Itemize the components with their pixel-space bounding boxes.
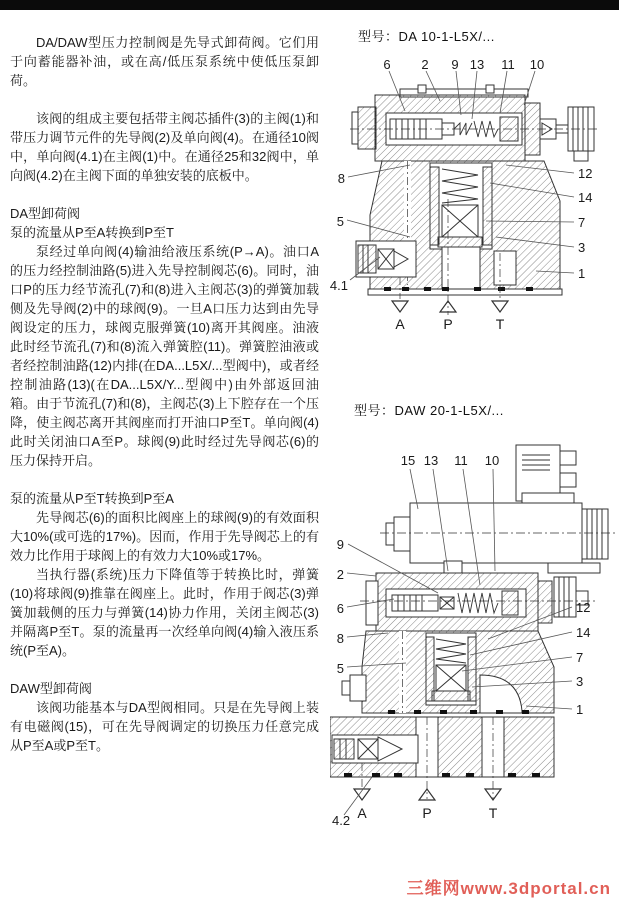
callout-12: 12 xyxy=(576,600,591,615)
figure1-drawing xyxy=(330,49,619,349)
callout-8: 8 xyxy=(336,631,344,646)
callout-14: 14 xyxy=(578,190,593,205)
figure2-title: 型号：DAW 20-1-L5X/... xyxy=(354,403,504,418)
port-symbols xyxy=(354,789,501,800)
subheading-p-to-a-to-t: 泵的流量从P至A转换到P至T xyxy=(10,225,174,240)
port-label-t: T xyxy=(488,805,498,821)
port-label-t: T xyxy=(495,316,505,332)
check-valve-4-1 xyxy=(356,241,416,277)
callout-4-2: 4.2 xyxy=(332,813,351,828)
intro-paragraph-1: DA/DAW型压力控制阀是先导式卸荷阀。它们用于向蓄能器补油，或在高/低压泵系统中使低压泵卸荷。 xyxy=(10,35,319,88)
callout-2: 2 xyxy=(336,567,344,582)
da-paragraph-2: 先导阀芯(6)的面积比阀座上的球阀(9)的有效面积大10%(或可选的17%)。因而，作用于先导阀芯上的有效力比作用于球阀上的有效力大10%或17%。 xyxy=(10,510,319,563)
watermark: 三维网www.3dportal.cn xyxy=(406,879,611,898)
callout-10: 10 xyxy=(529,57,545,72)
callout-10: 10 xyxy=(484,453,500,468)
callout-7: 7 xyxy=(576,650,584,665)
callout-8: 8 xyxy=(337,171,345,186)
callout-3: 3 xyxy=(576,674,584,689)
figure-da-valve xyxy=(330,26,619,349)
callout-7: 7 xyxy=(578,215,586,230)
port-t-triangle-icon xyxy=(492,301,508,312)
page-top-rule xyxy=(0,0,619,10)
port-label-p: P xyxy=(443,316,453,332)
callout-1: 1 xyxy=(576,702,584,717)
port-label-a: A xyxy=(357,805,367,821)
figure2-drawing xyxy=(330,423,619,835)
daw-paragraph-1: 该阀功能基本与DA型阀相同。只是在先导阀上装有电磁阀(15)，可在先导阀调定的切换压力任意完成从P至A或P至T。 xyxy=(10,700,319,753)
body-text-column xyxy=(10,24,319,755)
da-paragraph-3: 当执行器(系统)压力下降值等于转换比时，弹簧(10)将球阀(9)推靠在阀座上。此时，作用于阀芯(3)弹簧加载侧的压力与弹簧(14)协力作用，关闭主阀芯(3)并隔离P至T。泵的流量再一次经单向阀(4)输入液压系统(P至A)。 xyxy=(10,567,319,658)
callout-5: 5 xyxy=(336,661,344,676)
intro-paragraph-2: 该阀的组成主要包括带主阀芯插件(3)的主阀(1)和带压力调节元件的先导阀(2)及单向阀(4)。在通径10阀中，单向阀(4.1)在主阀(1)中。在通径25和32阀中，单向阀(4.2)在主阀下面的单独安装的底板中。 xyxy=(10,111,319,183)
callout-11: 11 xyxy=(454,453,468,468)
callout-13: 13 xyxy=(423,453,439,468)
callout-14: 14 xyxy=(576,625,591,640)
port-label-a: A xyxy=(395,316,405,332)
main-valve-body xyxy=(356,161,562,315)
figure1-title: 型号：DA 10-1-L5X/... xyxy=(358,29,495,44)
port-label-p: P xyxy=(422,805,432,821)
subplate-seals xyxy=(344,773,540,777)
callout-11: 11 xyxy=(501,57,515,72)
port-a-triangle-icon xyxy=(392,301,408,312)
heading-da-valve: DA型卸荷阀 xyxy=(10,206,81,221)
callout-13: 13 xyxy=(469,57,485,72)
check-valve-4-2 xyxy=(332,735,418,763)
port-symbols xyxy=(392,301,508,312)
callout-3: 3 xyxy=(578,240,586,255)
da-paragraph-1: 泵经过单向阀(4)输油给液压系统(P→A)。油口A的压力经控制油路(5)进入先导控制阀芯(6)。同时，油口P的压力经节流孔(7)和(8)进入主阀芯(3)的弹簧加载侧及先导阀(2)中的球阀(9)。一旦A口压力达到由先导阀设定的压力，球阀克服弹簧(10)离开其阀座。油液此时经节流孔(7)和(8)流入弹簧腔(11)。弹簧腔油液或者经控制油路(12)内排(在DA...L5X/...型阀中)，或者经控制油路(13)(在DA...L5X/Y...型阀中)由外部返回油箱。由于节流孔(7)和(8)，主阀芯(3)上下腔存在一个压降，使主阀芯离开其阀座而打开油口P至T。单向阀(4)此时关闭油口A至P。球阀(9)此时经过先导阀芯(6)的压力保持开启。 xyxy=(10,244,319,468)
callout-2: 2 xyxy=(421,57,429,72)
pilot-valve-section xyxy=(350,85,600,161)
figure-daw-valve xyxy=(330,400,619,835)
subheading-p-to-t-to-a: 泵的流量从P至T转换到P至A xyxy=(10,491,174,506)
callout-15: 15 xyxy=(400,453,416,468)
callout-6: 6 xyxy=(336,601,344,616)
callout-12: 12 xyxy=(578,166,593,181)
callout-5: 5 xyxy=(336,214,344,229)
callout-9: 9 xyxy=(451,57,459,72)
callout-6: 6 xyxy=(383,57,391,72)
callout-4-1: 4.1 xyxy=(330,278,348,293)
callout-1: 1 xyxy=(578,266,586,281)
callout-9: 9 xyxy=(336,537,344,552)
subplate xyxy=(330,717,554,799)
heading-daw-valve: DAW型卸荷阀 xyxy=(10,681,92,696)
